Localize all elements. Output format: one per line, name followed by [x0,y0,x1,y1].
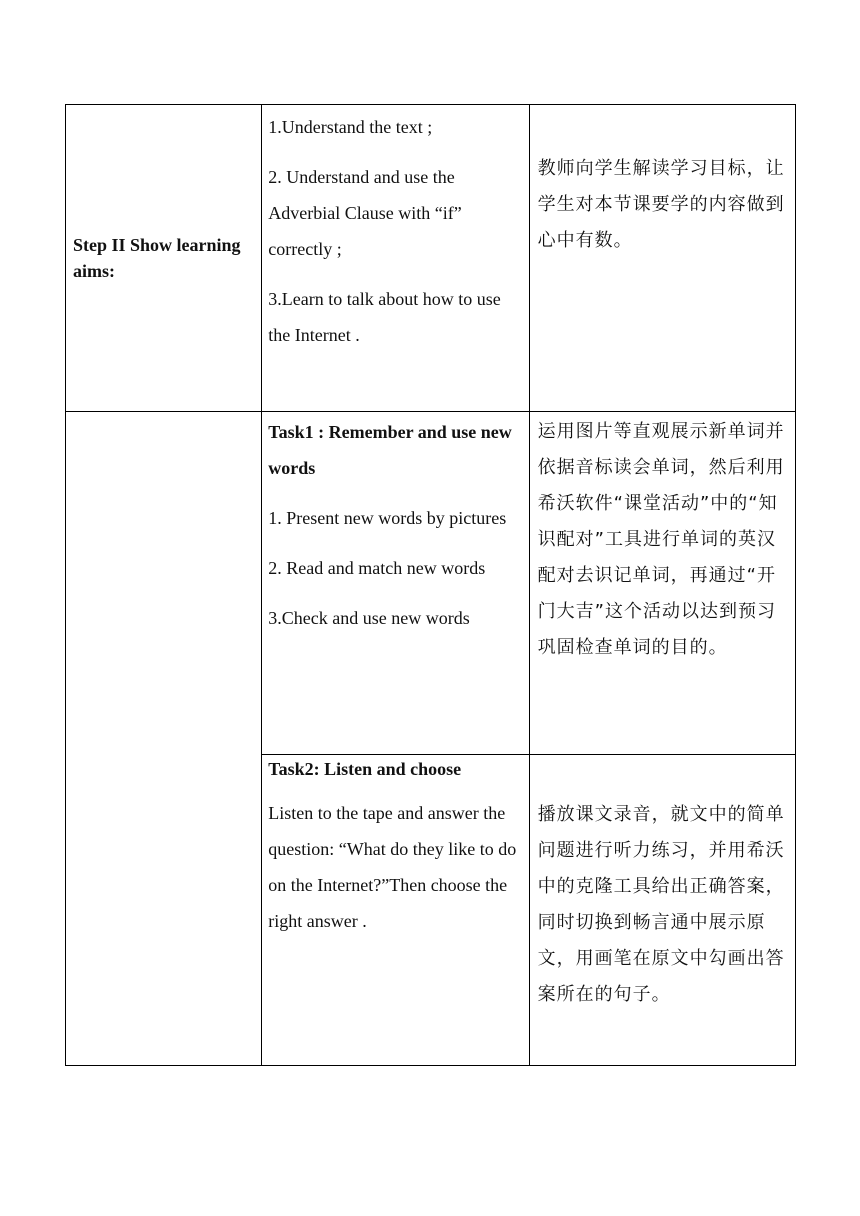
aim-item: 2. Understand and use the Adverbial Clause with “if” correctly ; [268,167,462,259]
task-title: Task1 : Remember and use new words [268,422,512,478]
teaching-note: 教师向学生解读学习目标，让学生对本节课要学的内容做到心中有数。 [529,105,795,412]
aim-item: 3.Learn to talk about how to use the Internet . [268,289,501,345]
table-row [66,412,796,755]
step-label-empty [66,412,262,1066]
teaching-note: 播放课文录音，就文中的简单问题进行听力练习，并用希沃中的克隆工具给出正确答案， 同时切换到畅言通中展示原文，用画笔在原文中勾画出答案所在的句子。 [529,755,795,1066]
task2-cell [262,755,529,1066]
task-item: 3.Check and use new words [268,608,470,628]
step-label: Step II Show learning aims: [66,105,262,412]
task-item: 1. Present new words by pictures [268,508,507,528]
learning-aims-cell [262,105,529,412]
lesson-plan-table [65,104,796,1066]
table-row [66,105,796,412]
aim-item: 1.Understand the text ; [268,117,433,137]
task-title: Task2: Listen and choose [268,759,462,779]
task-item: 2. Read and match new words [268,558,486,578]
task1-cell [262,412,529,755]
teaching-note: 运用图片等直观展示新单词并依据音标读会单词，然后利用希沃软件“课堂活动”中的“知识配对”工具进行单词的英汉配对去识记单词，再通过“开门大吉”这个活动以达到预习巩固检查单词的目的。 [529,412,795,755]
task-body: Listen to the tape and answer the question: “What do they like to do on the Internet?”Then choose the right answer . [268,803,517,931]
